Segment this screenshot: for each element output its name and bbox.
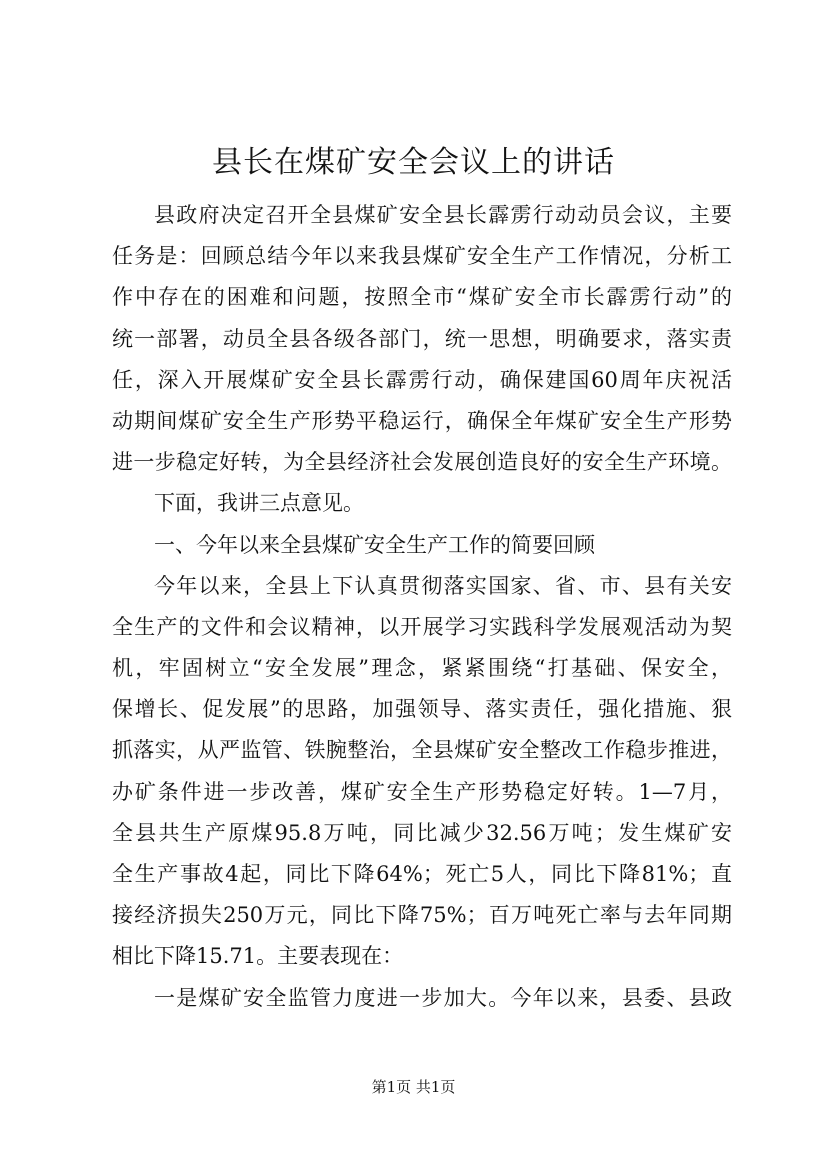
paragraph-line: 统一部署，动员全县各级各部门，统一思想，明确要求，落实责	[112, 326, 732, 351]
paragraph-line: 接经济损失250万元，同比下降75%；百万吨死亡率与去年同期	[112, 903, 732, 928]
paragraph-line: 抓落实，从严监管、铁腕整治，全县煤矿安全整改工作稳步推进，	[112, 738, 732, 763]
section-heading: 一、今年以来全县煤矿安全生产工作的简要回顾	[154, 532, 595, 557]
page-number: 第1页 共1页	[371, 1078, 456, 1096]
document-title: 县长在煤矿安全会议上的讲话	[212, 145, 615, 180]
document-body	[112, 195, 732, 1019]
paragraph-line: 进一步稳定好转，为全县经济社会发展创造良好的安全生产环境。	[112, 450, 732, 475]
paragraph-line: 下面，我讲三点意见。	[154, 491, 364, 516]
paragraph-line: 机，牢固树立“安全发展”理念，紧紧围绕“打基础、保安全，	[112, 656, 732, 681]
paragraph-line: 今年以来，全县上下认真贯彻落实国家、省、市、县有关安	[154, 573, 732, 598]
paragraph-line: 相比下降15.71。主要表现在：	[112, 944, 404, 969]
paragraph-line: 一是煤矿安全监管力度进一步加大。今年以来，县委、县政	[154, 985, 732, 1010]
paragraph-line: 县政府决定召开全县煤矿安全县长霹雳行动动员会议，主要	[154, 203, 732, 227]
paragraph-line: 全县共生产原煤95.8万吨，同比减少32.56万吨；发生煤矿安	[112, 820, 732, 845]
paragraph-line: 作中存在的困难和问题，按照全市“煤矿安全市长霹雳行动”的	[112, 285, 732, 310]
paragraph-line: 保增长、促发展”的思路，加强领导、落实责任，强化措施、狠	[112, 697, 732, 722]
paragraph-line: 办矿条件进一步改善，煤矿安全生产形势稳定好转。1—7月，	[112, 779, 732, 804]
paragraph-line: 动期间煤矿安全生产形势平稳运行，确保全年煤矿安全生产形势	[112, 408, 732, 433]
paragraph-line: 全生产事故4起，同比下降64%；死亡5人，同比下降81%；直	[112, 862, 732, 886]
paragraph-line: 任，深入开展煤矿安全县长霹雳行动，确保建国60周年庆祝活	[112, 367, 732, 392]
paragraph-line: 任务是：回顾总结今年以来我县煤矿安全生产工作情况，分析工	[112, 244, 732, 269]
paragraph-line: 全生产的文件和会议精神，以开展学习实践科学发展观活动为契	[112, 614, 732, 639]
